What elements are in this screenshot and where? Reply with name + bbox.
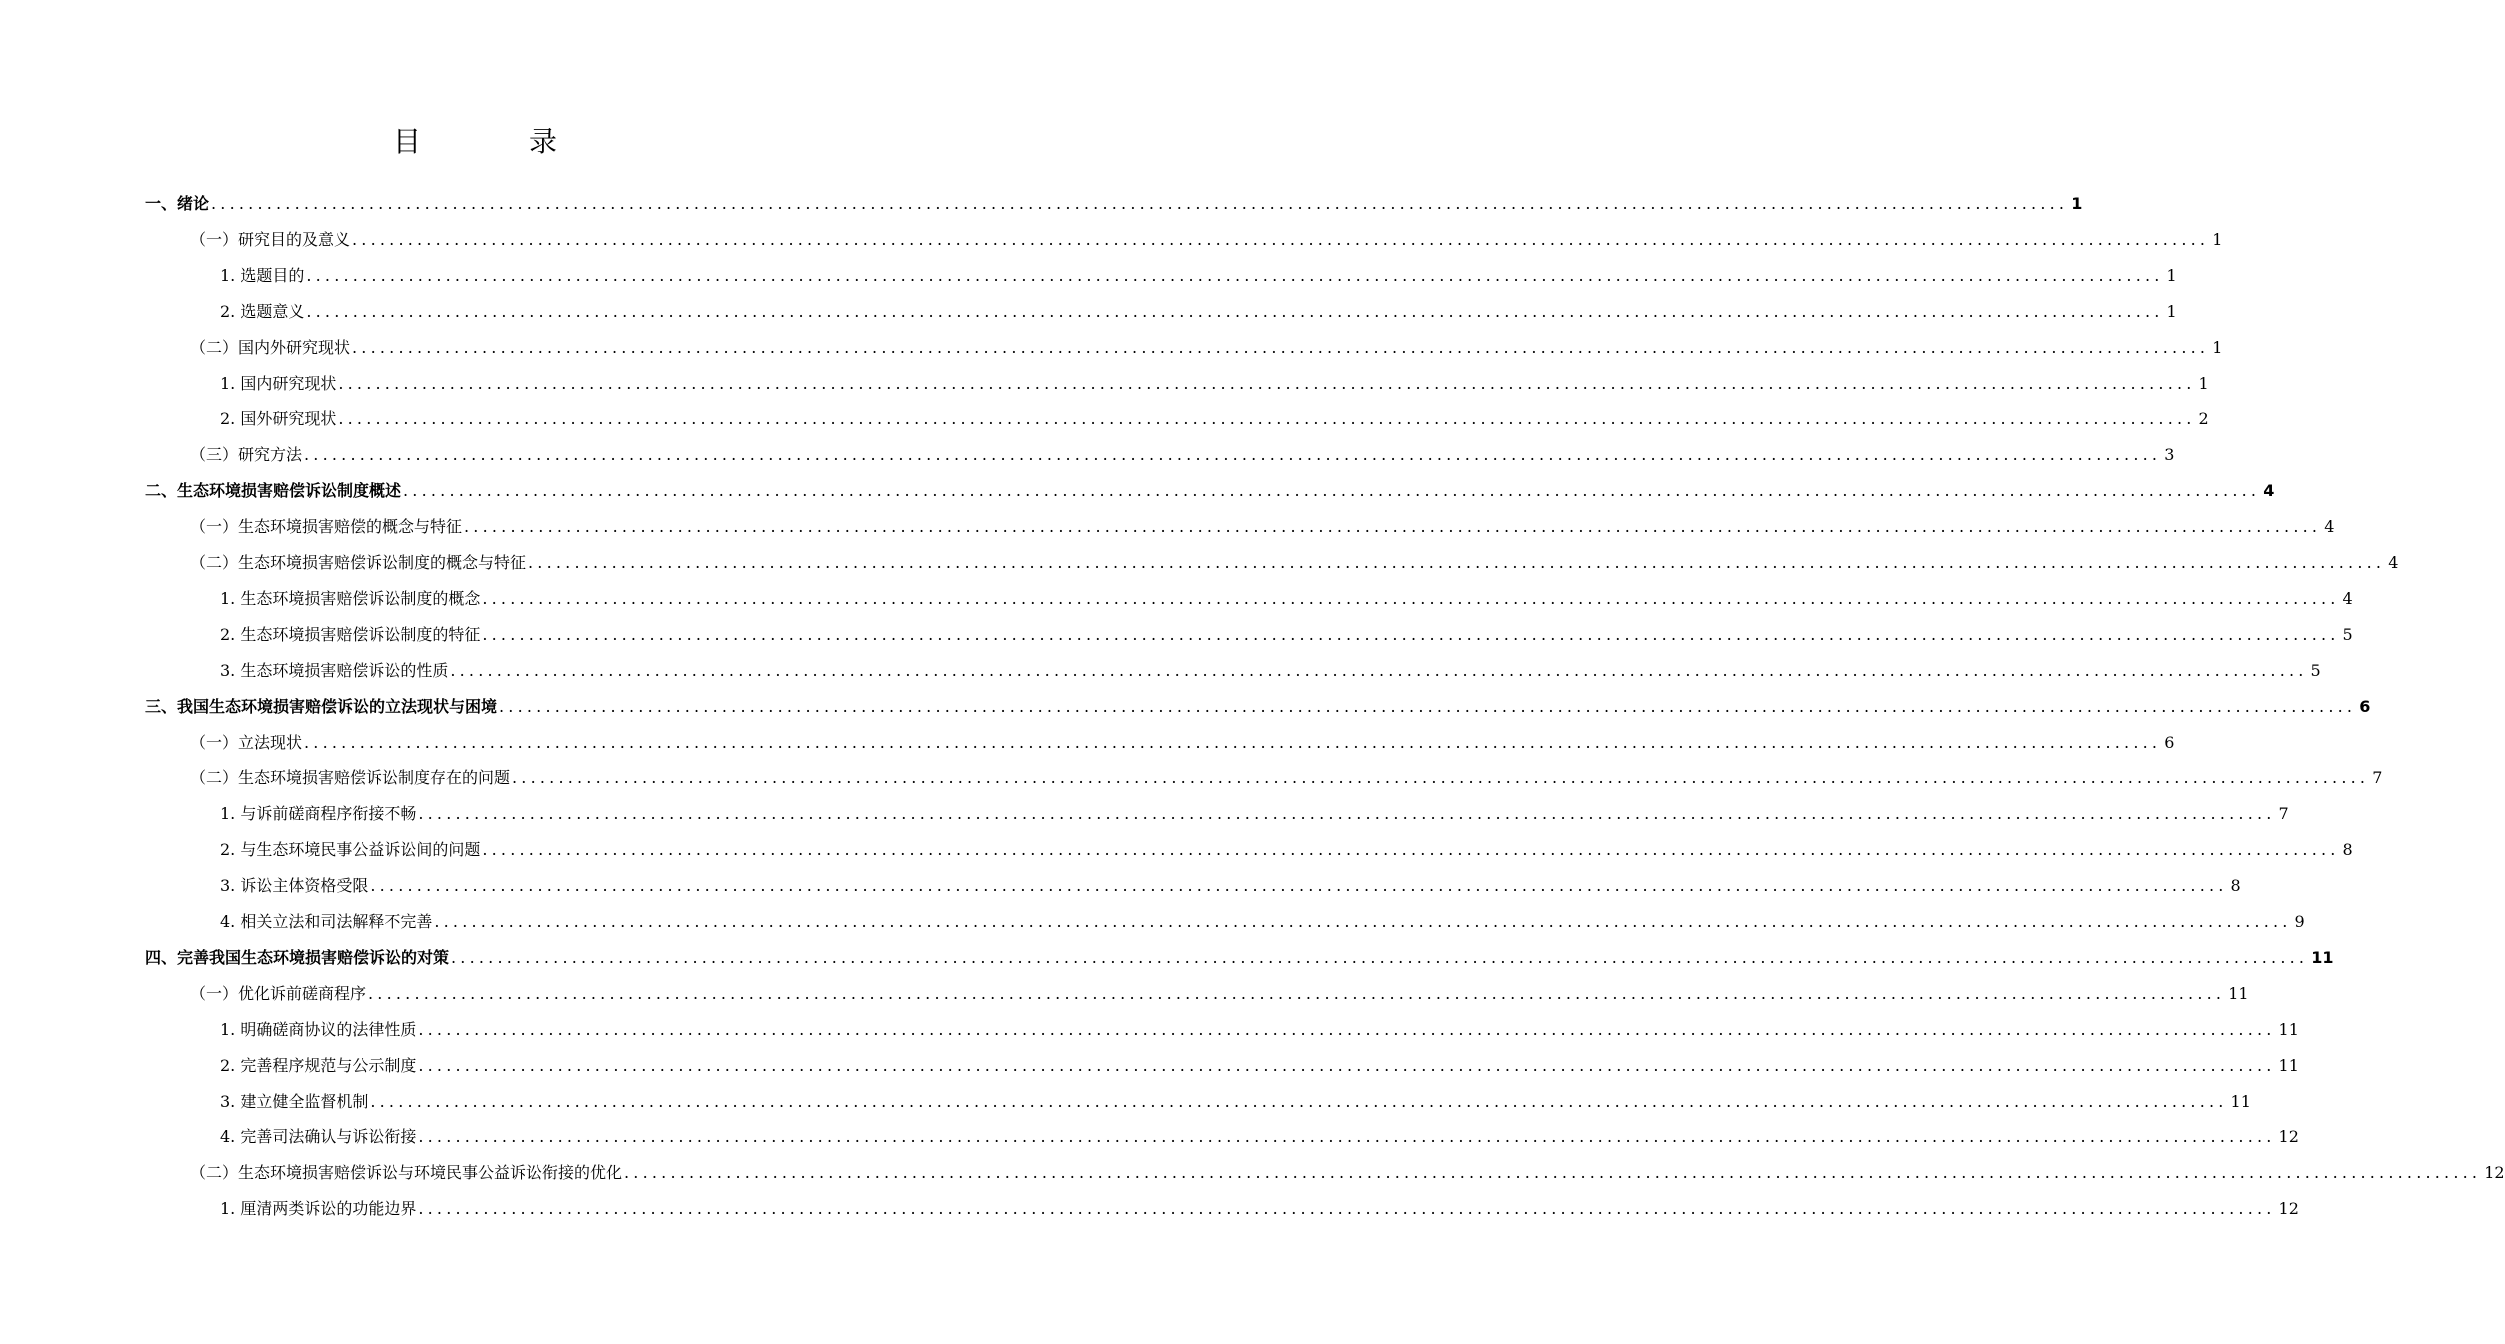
toc-entry[interactable] [220, 802, 2289, 826]
toc-entry-label: 1. 与诉前磋商程序衔接不畅 [220, 804, 417, 824]
toc-page-number: 12 [2484, 1163, 2505, 1183]
toc-dot-leader: ........................................................................................................................................................................................................ [450, 660, 2308, 680]
toc-page-number: 6 [2164, 732, 2175, 752]
toc-dot-leader: ........................................................................................................................................................................................................ [338, 409, 2196, 429]
toc-dot-leader: ........................................................................................................................................................................................................ [418, 1199, 2276, 1219]
toc-entry[interactable] [220, 838, 2353, 862]
toc-dot-leader: ........................................................................................................................................................................................................ [370, 876, 2228, 896]
toc-page-number: 1 [2166, 301, 2177, 321]
toc-dot-leader: ........................................................................................................................................................................................................ [418, 1019, 2276, 1039]
toc-entry-label: 1. 选题目的 [220, 265, 305, 285]
toc-entry-label: 2. 生态环境损害赔偿诉讼制度的特征 [220, 624, 481, 644]
toc-entry[interactable] [220, 1125, 2299, 1149]
toc-dot-leader: ........................................................................................................................................................................................................ [304, 732, 2162, 752]
toc-entry[interactable] [220, 659, 2321, 683]
toc-entry[interactable] [190, 982, 2249, 1006]
toc-entry-label: 3. 建立健全监督机制 [220, 1091, 369, 1111]
toc-page-number: 2 [2198, 409, 2209, 429]
toc-dot-leader: ........................................................................................................................................................................................................ [352, 337, 2210, 357]
toc-page-number: 4 [2263, 481, 2275, 501]
toc-entry-label: 3. 生态环境损害赔偿诉讼的性质 [220, 660, 449, 680]
toc-entry-label: 4. 完善司法确认与诉讼衔接 [220, 1127, 417, 1147]
toc-dot-leader: ........................................................................................................................................................................................................ [624, 1163, 2482, 1183]
toc-entry[interactable] [220, 587, 2353, 611]
toc-dot-leader: ........................................................................................................................................................................................................ [306, 265, 2164, 285]
toc-page-number: 11 [2278, 1019, 2299, 1039]
toc-entry[interactable] [220, 910, 2305, 934]
toc-entry-label: （二）生态环境损害赔偿诉讼制度存在的问题 [190, 768, 511, 788]
toc-entry-label: 2. 与生态环境民事公益诉讼间的问题 [220, 840, 481, 860]
toc-entry[interactable] [145, 695, 2371, 719]
toc-page-number: 1 [2212, 229, 2223, 249]
toc-entry-label: （二）生态环境损害赔偿诉讼制度的概念与特征 [190, 553, 527, 572]
toc-dot-leader: ........................................................................................................................................................................................................ [512, 768, 2370, 788]
toc-page-number: 12 [2278, 1199, 2299, 1219]
toc-dot-leader: ........................................................................................................................................................................................................ [352, 229, 2210, 249]
toc-page-number: 12 [2278, 1127, 2299, 1147]
toc-page-number: 8 [2230, 876, 2241, 896]
toc-entry-label: 1. 厘清两类诉讼的功能边界 [220, 1199, 417, 1219]
toc-page-number: 11 [2228, 983, 2249, 1003]
toc-dot-leader: ........................................................................................................................................................................................................ [370, 1091, 2228, 1111]
toc-page-number: 7 [2372, 768, 2383, 788]
toc-dot-leader: ........................................................................................................................................................................................................ [306, 301, 2164, 321]
toc-entry-label: （一）优化诉前磋商程序 [190, 983, 367, 1003]
toc-dot-leader: ........................................................................................................................................................................................................ [418, 1127, 2276, 1147]
toc-entry[interactable] [220, 1018, 2299, 1042]
toc-page-number: 7 [2278, 804, 2289, 824]
toc-entry-label: （二）生态环境损害赔偿诉讼与环境民事公益诉讼衔接的优化 [190, 1163, 623, 1183]
toc-dot-leader: ........................................................................................................................................................................................................ [499, 696, 2357, 716]
toc-page-number: 4 [2388, 553, 2399, 572]
toc-entry[interactable] [190, 228, 2223, 252]
toc-entry[interactable] [220, 1197, 2299, 1221]
toc-entry[interactable] [190, 1161, 2505, 1185]
toc-entry[interactable] [145, 192, 2083, 216]
toc-dot-leader: ........................................................................................................................................................................................................ [403, 481, 2261, 501]
toc-page-number: 1 [2071, 194, 2083, 213]
toc-page-number: 11 [2230, 1091, 2251, 1111]
toc-dot-leader: ........................................................................................................................................................................................................ [304, 445, 2162, 465]
toc-dot-leader: ........................................................................................................................................................................................................ [482, 588, 2340, 608]
toc-entry[interactable] [220, 623, 2353, 647]
toc-entry-label: （一）研究目的及意义 [190, 229, 351, 249]
toc-entry[interactable] [220, 372, 2209, 396]
toc-entry[interactable] [220, 1054, 2299, 1078]
toc-page-number: 3 [2164, 445, 2175, 465]
toc-dot-leader: ........................................................................................................................................................................................................ [211, 194, 2069, 213]
toc-entry[interactable] [220, 874, 2241, 898]
toc-entry[interactable] [145, 479, 2275, 503]
toc-entry[interactable] [145, 946, 2334, 970]
toc-dot-leader: ........................................................................................................................................................................................................ [528, 553, 2386, 572]
toc-dot-leader: ........................................................................................................................................................................................................ [434, 912, 2292, 931]
toc-entry[interactable] [220, 300, 2177, 324]
toc-entry-label: 二、生态环境损害赔偿诉讼制度概述 [145, 481, 402, 501]
toc-entry-label: 三、我国生态环境损害赔偿诉讼的立法现状与困境 [145, 696, 498, 716]
toc-dot-leader: ........................................................................................................................................................................................................ [482, 840, 2340, 860]
toc-entry-label: 2. 选题意义 [220, 301, 305, 321]
toc-entry[interactable] [220, 407, 2209, 431]
toc-entry-label: 1. 生态环境损害赔偿诉讼制度的概念 [220, 588, 481, 608]
toc-page-number: 1 [2198, 373, 2209, 393]
toc-dot-leader: ........................................................................................................................................................................................................ [464, 517, 2322, 537]
toc-page-number: 8 [2342, 840, 2353, 860]
toc-entry-label: 4. 相关立法和司法解释不完善 [220, 912, 433, 931]
toc-dot-leader: ........................................................................................................................................................................................................ [482, 624, 2340, 644]
toc-entry[interactable] [190, 766, 2383, 790]
toc-page-number: 1 [2166, 265, 2177, 285]
toc-page-number: 5 [2310, 660, 2321, 680]
toc-entry[interactable] [190, 336, 2223, 360]
toc-page-number: 1 [2212, 337, 2223, 357]
toc-entry[interactable] [220, 264, 2177, 288]
toc-entry[interactable] [190, 731, 2175, 755]
toc-page-number: 9 [2294, 912, 2305, 931]
toc-dot-leader: ........................................................................................................................................................................................................ [338, 373, 2196, 393]
toc-entry-label: （二）国内外研究现状 [190, 337, 351, 357]
toc-dot-leader: ........................................................................................................................................................................................................ [418, 1055, 2276, 1075]
toc-entry[interactable] [190, 515, 2335, 539]
toc-dot-leader: ........................................................................................................................................................................................................ [451, 947, 2309, 967]
toc-entry-label: 2. 国外研究现状 [220, 409, 337, 429]
toc-entry-label: （一）生态环境损害赔偿的概念与特征 [190, 517, 463, 537]
toc-entry-label: 一、绪论 [145, 194, 210, 213]
toc-page-number: 11 [2278, 1055, 2299, 1075]
toc-dot-leader: ........................................................................................................................................................................................................ [368, 983, 2226, 1003]
toc-entry[interactable] [190, 551, 2399, 575]
toc-page-number: 11 [2311, 947, 2334, 967]
toc-entry-label: 1. 明确磋商协议的法律性质 [220, 1019, 417, 1039]
toc-entry-label: （三）研究方法 [190, 445, 303, 465]
toc-page-number: 5 [2342, 624, 2353, 644]
toc-entry[interactable] [190, 443, 2175, 467]
toc-entry-label: 3. 诉讼主体资格受限 [220, 876, 369, 896]
toc-title: 目 录 [392, 125, 597, 158]
toc-entry-label: 1. 国内研究现状 [220, 373, 337, 393]
toc-entry-label: （一）立法现状 [190, 732, 303, 752]
toc-page-number: 4 [2324, 517, 2335, 537]
toc-entry[interactable] [220, 1090, 2251, 1114]
toc-entry-label: 2. 完善程序规范与公示制度 [220, 1055, 417, 1075]
toc-page-number: 6 [2359, 696, 2371, 716]
toc-page-number: 4 [2342, 588, 2353, 608]
toc-dot-leader: ........................................................................................................................................................................................................ [418, 804, 2276, 824]
toc-entry-label: 四、完善我国生态环境损害赔偿诉讼的对策 [145, 947, 450, 967]
